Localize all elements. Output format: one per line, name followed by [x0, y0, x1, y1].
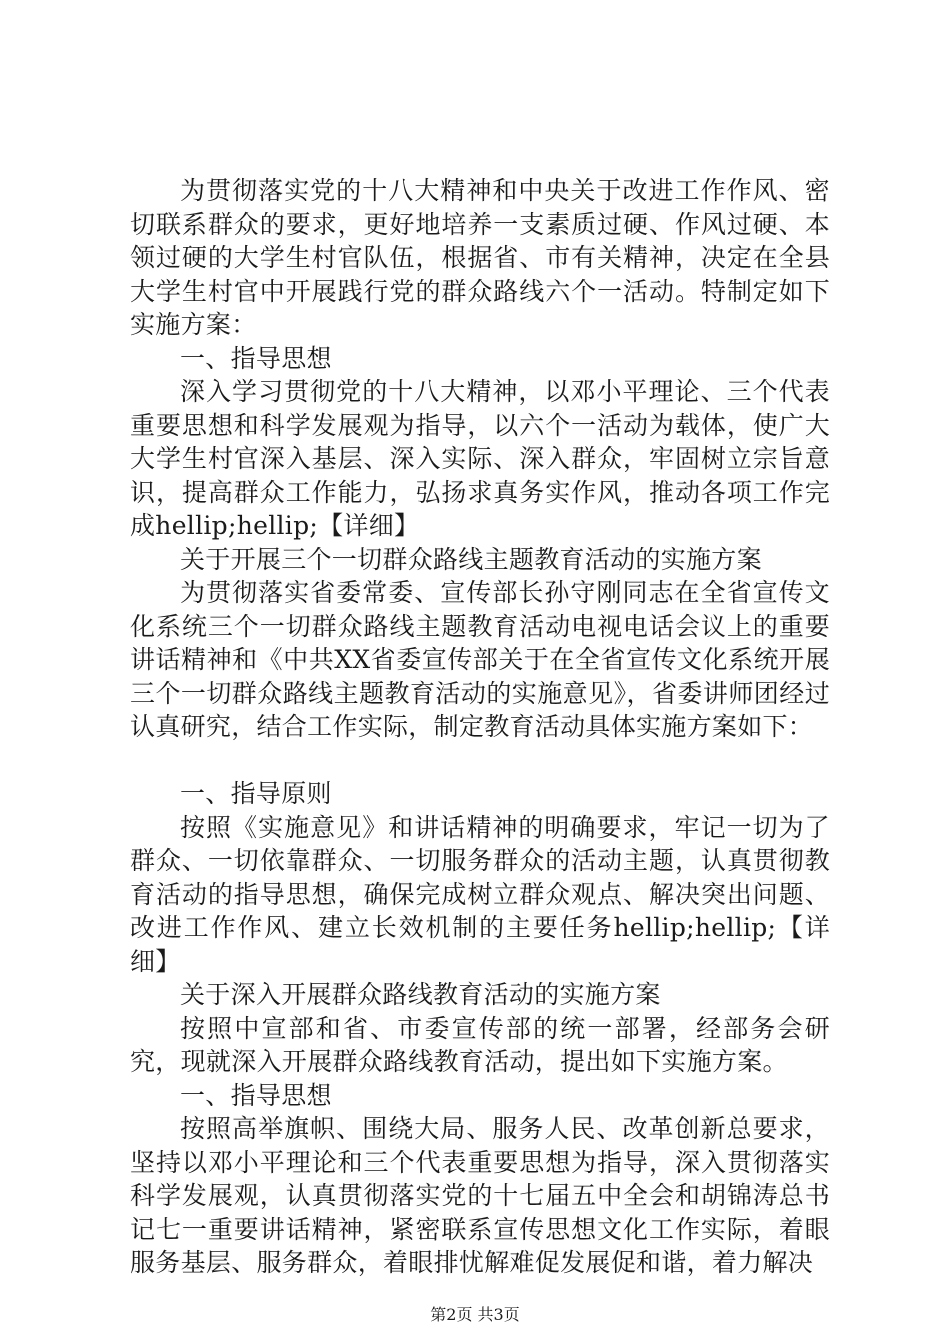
section-title-three-all: 关于开展三个一切群众路线主题教育活动的实施方案 [180, 544, 762, 574]
blank-line [130, 744, 830, 778]
paragraph-three-all-intro: 为贯彻落实省委常委、宣传部长孙守刚同志在全省宣传文化系统三个一切群众路线主题教育活动电视电话会议上的重要讲话精神和《中共XX省委宣传部关于在全省宣传文化系统开展三个一切群众路线主题教育活动的实施意见》，省委讲师团经过认真研究，结合工作实际，制定教育活动具体实施方案如下： [130, 578, 830, 741]
section-title-mass-line: 关于深入开展群众路线教育活动的实施方案 [180, 980, 661, 1009]
paragraph-mass-line-intro: 按照中宣部和省、市委宣传部的统一部署，经部务会研究，现就深入开展群众路线教育活动，提出如下实施方案。 [130, 1013, 830, 1076]
paragraph-guiding-thought: 深入学习贯彻党的十八大精神，以邓小平理论、三个代表重要思想和科学发展观为指导，以六个一活动为载体，使广大大学生村官深入基层、深入实际、深入群众，牢固树立宗旨意识，提高群众工作能力，弘扬求真务实作风，推动各项工作完成hellip;hellip;【详细】 [130, 377, 830, 540]
paragraph-intro: 为贯彻落实党的十八大精神和中央关于改进工作作风、密切联系群众的要求，更好地培养一支素质过硬、作风过硬、本领过硬的大学生村官队伍，根据省、市有关精神，决定在全县大学生村官中开展践行党的群众路线六个一活动。特制定如下实施方案： [130, 176, 830, 339]
paragraph-guiding-thought-2: 按照高举旗帜、围绕大局、服务人民、改革创新总要求，坚持以邓小平理论和三个代表重要思想为指导，深入贯彻落实科学发展观，认真贯彻落实党的十七届五中全会和胡锦涛总书记七一重要讲话精神，紧密联系宣传思想文化工作实际，着眼服务基层、服务群众，着眼排忧解难促发展促和谐，着力解决 [130, 1114, 830, 1277]
heading-guiding-thought-2: 一、指导思想 [180, 1080, 332, 1110]
heading-guiding-thought: 一、指导思想 [180, 343, 332, 373]
paragraph-guiding-principle: 按照《实施意见》和讲话精神的明确要求，牢记一切为了群众、一切依靠群众、一切服务群众的活动主题，认真贯彻教育活动的指导思想，确保完成树立群众观点、解决突出问题、改进工作作风、建立长效机制的主要任务hellip;hellip;【详细】 [130, 812, 830, 976]
heading-guiding-principle: 一、指导原则 [180, 779, 332, 808]
document-body [130, 174, 830, 1280]
page-footer: 第2页 共3页 [430, 1305, 520, 1324]
